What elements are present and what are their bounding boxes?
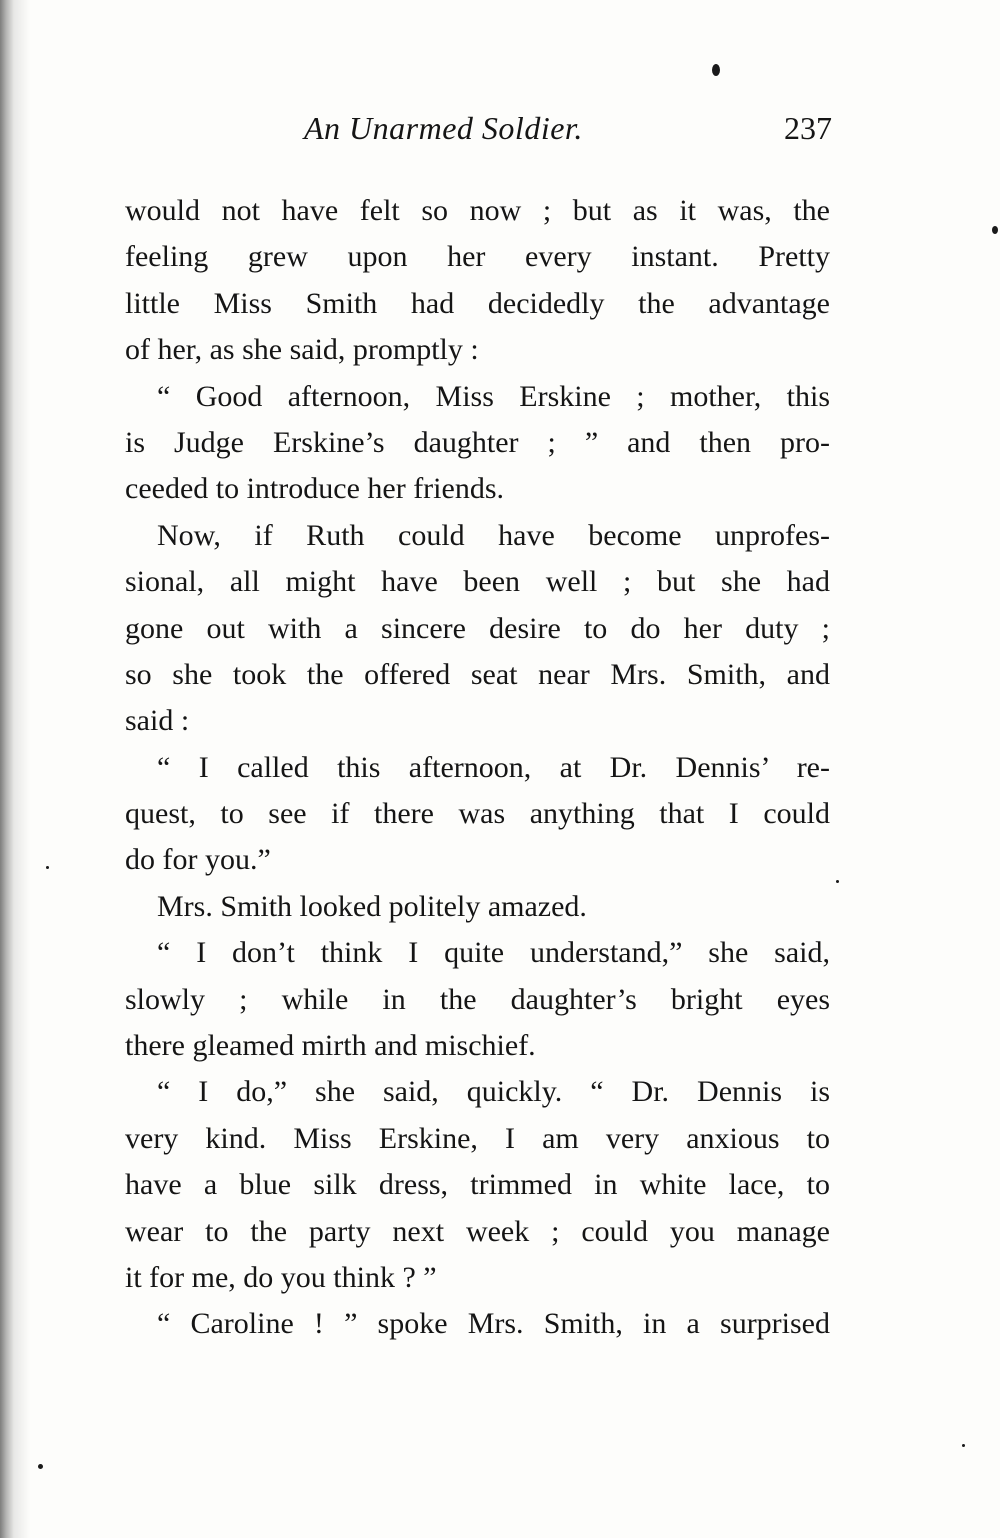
text-line: “ Good afternoon, Miss Erskine ; mother, this [157, 379, 830, 413]
text-line: Now, if Ruth could have become unprofes- [157, 518, 830, 552]
text-line: Mrs. Smith looked politely amazed. [157, 889, 587, 923]
text-line: quest, to see if there was anything that I could [125, 797, 830, 831]
text-line: would not have felt so now ; but as it was, the [125, 194, 830, 227]
text-line: very kind. Miss Erskine, I am very anxious to [125, 1121, 830, 1155]
text-line: “ I called this afternoon, at Dr. Dennis’ re- [157, 750, 830, 784]
text-line: do for you.” [125, 843, 271, 877]
page-binding-edge [0, 0, 44, 1538]
text-line: there gleamed mirth and mischief. [125, 1029, 536, 1063]
ink-speck [712, 64, 720, 76]
text-line: of her, as she said, promptly : [125, 333, 479, 367]
ink-speck [992, 226, 998, 234]
text-line: so she took the offered seat near Mrs. Smith, and [125, 657, 830, 691]
text-line: sional, all might have been well ; but she had [125, 565, 830, 599]
text-line: is Judge Erskine’s daughter ; ” and then pro- [125, 425, 830, 459]
running-header [0, 110, 1000, 154]
text-line: wear to the party next week ; could you manage [125, 1214, 830, 1248]
text-line: have a blue silk dress, trimmed in white lace, to [125, 1168, 830, 1202]
text-line: ceeded to introduce her friends. [125, 472, 504, 506]
running-title: An Unarmed Soldier. [304, 110, 583, 146]
text-line: slowly ; while in the daughter’s bright eyes [125, 982, 830, 1016]
text-line: “ I do,” she said, quickly. “ Dr. Dennis is [157, 1075, 830, 1109]
text-line: little Miss Smith had decidedly the advantage [125, 286, 830, 320]
text-line: said : [125, 704, 190, 738]
ink-speck [962, 1444, 965, 1447]
text-line: “ I don’t think I quite understand,” she said, [157, 936, 830, 970]
ink-speck [836, 880, 839, 883]
page-number: 237 [784, 110, 832, 146]
text-line: “ Caroline ! ” spoke Mrs. Smith, in a surprised [157, 1307, 830, 1341]
body-text [125, 188, 830, 1348]
text-line: it for me, do you think ? ” [125, 1260, 437, 1294]
text-line: feeling grew upon her every instant. Pretty [125, 240, 830, 274]
ink-speck [38, 1464, 43, 1469]
text-line: gone out with a sincere desire to do her duty ; [125, 611, 830, 645]
ink-speck [46, 866, 49, 869]
